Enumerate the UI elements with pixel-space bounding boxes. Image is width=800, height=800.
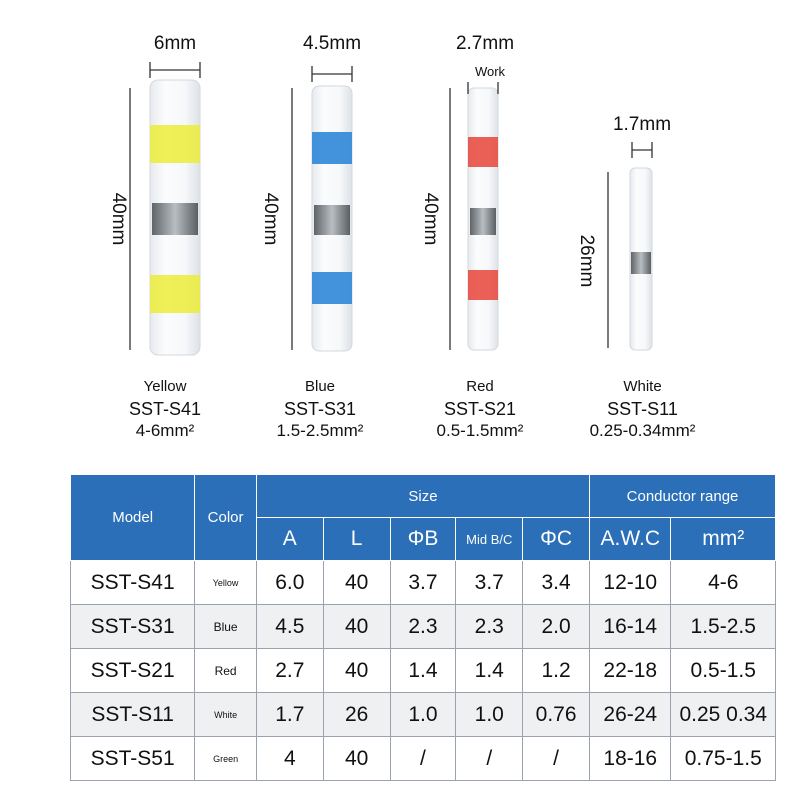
cell-l: 40	[323, 605, 390, 649]
cell-phi-c: 1.2	[523, 649, 590, 693]
band-blue-top	[312, 132, 352, 164]
cell-mm2: 0.75-1.5	[671, 737, 776, 781]
cell-a: 4	[256, 737, 323, 781]
model-code: SST-S21	[443, 399, 517, 419]
cell-a: 1.7	[256, 693, 323, 737]
cell-mm2: 4-6	[671, 561, 776, 605]
table-row	[71, 737, 776, 781]
cell-mm2: 0.25 0.34	[671, 693, 776, 737]
cell-phi-b: 1.4	[390, 649, 456, 693]
cell-awc: 22-18	[590, 649, 671, 693]
cell-a: 2.7	[256, 649, 323, 693]
model-code: SST-S31	[283, 399, 357, 419]
table-row	[71, 693, 776, 737]
cell-mid-bc: 1.0	[456, 693, 523, 737]
connector-yellow	[150, 80, 200, 355]
cell-model: SST-S11	[71, 693, 195, 737]
band-blue-bottom	[312, 272, 352, 304]
band-red-bottom	[468, 270, 498, 300]
metal-sleeve	[314, 205, 350, 235]
cell-mid-bc: 2.3	[456, 605, 523, 649]
band-red-top	[468, 137, 498, 167]
cell-awc: 12-10	[590, 561, 671, 605]
cell-mid-bc: /	[456, 737, 523, 781]
color-name: White	[623, 378, 662, 395]
cell-awc: 26-24	[590, 693, 671, 737]
cell-color: White	[195, 693, 257, 737]
model-code: SST-S11	[607, 399, 678, 419]
cell-phi-b: /	[390, 737, 456, 781]
wire-area: 0.5-1.5mm²	[436, 421, 524, 440]
width-label-white: 1.7mm	[612, 114, 672, 135]
length-label-red: 40mm	[420, 192, 441, 246]
connector-red	[468, 88, 498, 350]
color-name: Red	[466, 378, 494, 395]
metal-sleeve	[470, 208, 496, 235]
caption-white	[570, 376, 715, 442]
cell-color: Blue	[195, 605, 257, 649]
cell-awc: 18-16	[590, 737, 671, 781]
cell-model: SST-S51	[71, 737, 195, 781]
cell-mm2: 0.5-1.5	[671, 649, 776, 693]
caption-red	[415, 376, 545, 442]
width-label-red: 2.7mm	[455, 33, 515, 54]
table-row	[71, 561, 776, 605]
cell-color: Red	[195, 649, 257, 693]
cell-awc: 16-14	[590, 605, 671, 649]
cell-l: 40	[323, 561, 390, 605]
header-conductor-range: Conductor range	[590, 475, 776, 518]
color-name: Blue	[304, 378, 336, 395]
cell-model: SST-S31	[71, 605, 195, 649]
cell-phi-b: 2.3	[390, 605, 456, 649]
header-a: A	[256, 518, 323, 561]
connector-white	[630, 168, 652, 350]
cell-color: Yellow	[195, 561, 257, 605]
width-label-yellow: 6mm	[153, 33, 197, 54]
cell-phi-c: 3.4	[523, 561, 590, 605]
length-dimension-marks	[130, 88, 608, 350]
table-row	[71, 605, 776, 649]
header-color: Color	[195, 475, 257, 561]
header-l: L	[323, 518, 390, 561]
cell-model: SST-S41	[71, 561, 195, 605]
spec-table	[70, 474, 776, 781]
cell-mid-bc: 3.7	[456, 561, 523, 605]
cell-mm2: 1.5-2.5	[671, 605, 776, 649]
cell-phi-b: 1.0	[390, 693, 456, 737]
cell-l: 40	[323, 737, 390, 781]
cell-a: 4.5	[256, 605, 323, 649]
table-row	[71, 649, 776, 693]
wire-area: 1.5-2.5mm²	[276, 421, 364, 440]
caption-yellow	[100, 376, 230, 442]
cell-color: Green	[195, 737, 257, 781]
band-yellow-bottom	[150, 275, 200, 313]
header-phi-c: ΦC	[523, 518, 590, 561]
header-mm2: mm²	[671, 518, 776, 561]
width-dimension-marks	[150, 62, 652, 158]
header-mid-bc: Mid B/C	[456, 518, 523, 561]
cell-phi-c: 0.76	[523, 693, 590, 737]
cell-phi-b: 3.7	[390, 561, 456, 605]
length-label-yellow: 40mm	[108, 192, 129, 246]
cell-l: 40	[323, 649, 390, 693]
connector-blue	[312, 86, 352, 351]
header-phi-b: ΦB	[390, 518, 456, 561]
model-code: SST-S41	[128, 399, 202, 419]
header-model: Model	[71, 475, 195, 561]
header-size: Size	[256, 475, 589, 518]
metal-sleeve	[631, 252, 651, 274]
wire-area: 4-6mm²	[135, 421, 195, 440]
cell-phi-c: /	[523, 737, 590, 781]
note-work: Work	[474, 64, 506, 79]
header-awc: A.W.C	[590, 518, 671, 561]
width-label-blue: 4.5mm	[302, 33, 362, 54]
cell-l: 26	[323, 693, 390, 737]
cell-model: SST-S21	[71, 649, 195, 693]
caption-blue	[255, 376, 385, 442]
cell-mid-bc: 1.4	[456, 649, 523, 693]
wire-area: 0.25-0.34mm²	[589, 421, 696, 440]
band-yellow-top	[150, 125, 200, 163]
color-name: Yellow	[143, 378, 187, 395]
cell-phi-c: 2.0	[523, 605, 590, 649]
metal-sleeve	[152, 203, 198, 235]
length-label-white: 26mm	[576, 234, 597, 288]
cell-a: 6.0	[256, 561, 323, 605]
length-label-blue: 40mm	[260, 192, 281, 246]
